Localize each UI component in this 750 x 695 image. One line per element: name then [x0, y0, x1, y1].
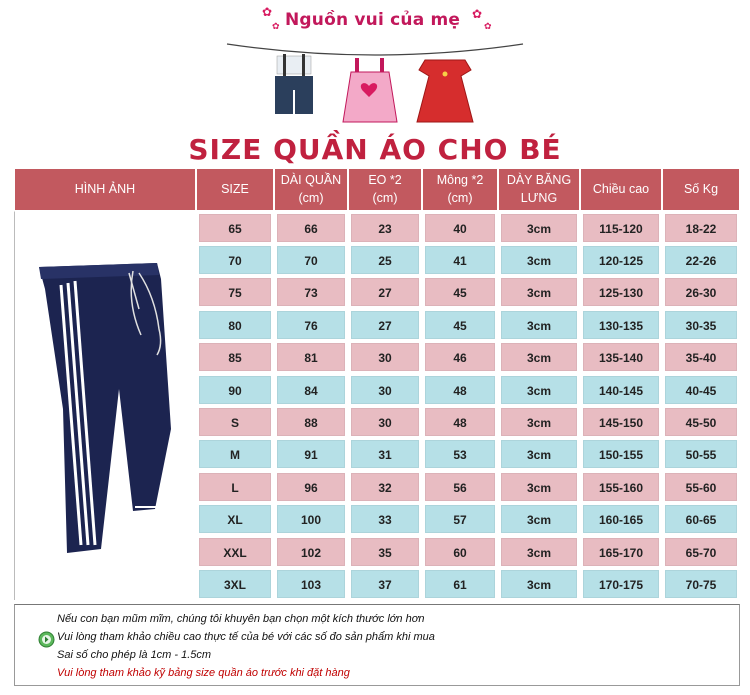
- cell-value: 150-155: [583, 440, 659, 468]
- table-cell: [196, 503, 274, 535]
- cell-value: 75: [199, 278, 271, 306]
- table-cell: [498, 470, 580, 502]
- cell-value: 76: [277, 311, 345, 339]
- cell-value: 155-160: [583, 473, 659, 501]
- cell-value: 130-135: [583, 311, 659, 339]
- table-cell: [662, 405, 740, 437]
- cell-value: L: [199, 473, 271, 501]
- table-cell: [580, 276, 662, 308]
- column-header-label: SIZE: [221, 181, 249, 196]
- note-text: Sai số cho phép là 1cm - 1.5cm: [57, 649, 212, 661]
- table-cell: [498, 373, 580, 405]
- table-cell: [274, 243, 348, 275]
- cell-value: 3XL: [199, 570, 271, 598]
- cell-value: 96: [277, 473, 345, 501]
- cell-value: 26-30: [665, 278, 737, 306]
- table-cell: [662, 373, 740, 405]
- cell-value: 30: [351, 343, 419, 371]
- table-cell: [422, 308, 498, 340]
- cell-value: XL: [199, 505, 271, 533]
- boy-outfit-icon: [275, 54, 313, 114]
- column-header: [498, 168, 580, 211]
- note-text: Vui lòng tham khảo chiều cao thực tế của bé với các số đo sản phẩm khi mua: [57, 631, 435, 643]
- cell-value: 3cm: [501, 278, 577, 306]
- table-cell: [274, 503, 348, 535]
- cell-value: 81: [277, 343, 345, 371]
- column-header: [14, 168, 196, 211]
- cell-value: 3cm: [501, 343, 577, 371]
- cell-value: 45: [425, 311, 495, 339]
- notes-box: [14, 604, 740, 686]
- table-cell: [580, 438, 662, 470]
- pants-illustration: [31, 249, 181, 561]
- cell-value: 48: [425, 408, 495, 436]
- column-header-unit: (cm): [447, 190, 473, 205]
- table-cell: [498, 567, 580, 599]
- cell-value: 30-35: [665, 311, 737, 339]
- table-cell: [196, 276, 274, 308]
- table-cell: [196, 211, 274, 243]
- cell-value: 70-75: [665, 570, 737, 598]
- table-cell: [580, 211, 662, 243]
- table-cell: [274, 535, 348, 567]
- cell-value: 33: [351, 505, 419, 533]
- table-cell: [274, 211, 348, 243]
- table-cell: [348, 567, 422, 599]
- table-cell: [580, 341, 662, 373]
- table-cell: [196, 373, 274, 405]
- cell-value: 80: [199, 311, 271, 339]
- table-cell: [662, 211, 740, 243]
- table-cell: [348, 405, 422, 437]
- cell-value: 32: [351, 473, 419, 501]
- table-cell: [348, 211, 422, 243]
- cell-value: 3cm: [501, 376, 577, 404]
- column-header: [662, 168, 740, 211]
- page-title: SIZE QUẦN ÁO CHO BÉ: [188, 133, 562, 166]
- cell-value: 23: [351, 214, 419, 242]
- table-cell: [662, 243, 740, 275]
- table-cell: [662, 567, 740, 599]
- table-cell: [274, 405, 348, 437]
- table-cell: [422, 567, 498, 599]
- table-row: [14, 211, 740, 243]
- cell-value: S: [199, 408, 271, 436]
- flower-icon: ✿: [484, 21, 492, 31]
- cell-value: 31: [351, 440, 419, 468]
- cell-value: 3cm: [501, 311, 577, 339]
- table-cell: [580, 567, 662, 599]
- cell-value: 3cm: [501, 440, 577, 468]
- table-body: [14, 211, 740, 600]
- table-cell: [422, 373, 498, 405]
- cell-value: 50-55: [665, 440, 737, 468]
- cell-value: 90: [199, 376, 271, 404]
- brand-name: Nguồn vui của mẹ: [285, 10, 461, 30]
- cell-value: 84: [277, 376, 345, 404]
- column-header-unit: LƯNG: [520, 190, 558, 205]
- table-cell: [422, 341, 498, 373]
- table-cell: [422, 211, 498, 243]
- cell-value: 48: [425, 376, 495, 404]
- table-cell: [422, 405, 498, 437]
- cell-value: 57: [425, 505, 495, 533]
- cell-value: 70: [277, 246, 345, 274]
- cell-value: 140-145: [583, 376, 659, 404]
- cell-value: 125-130: [583, 278, 659, 306]
- table-cell: [422, 243, 498, 275]
- table-cell: [274, 276, 348, 308]
- cell-value: 66: [277, 214, 345, 242]
- table-cell: [662, 535, 740, 567]
- table-cell: [662, 341, 740, 373]
- cell-value: 27: [351, 278, 419, 306]
- flower-icon: ✿: [472, 7, 483, 21]
- column-header-label: Mông *2: [436, 173, 484, 187]
- column-header-unit: (cm): [372, 190, 398, 205]
- cell-value: 30: [351, 408, 419, 436]
- cell-value: 3cm: [501, 505, 577, 533]
- column-header: [580, 168, 662, 211]
- table-cell: [662, 470, 740, 502]
- table-cell: [580, 405, 662, 437]
- column-header-label: Chiều cao: [592, 181, 650, 196]
- table-cell: [348, 276, 422, 308]
- table-cell: [196, 470, 274, 502]
- column-header-label: DÀY BĂNG: [506, 173, 572, 187]
- cell-value: 30: [351, 376, 419, 404]
- table-cell: [274, 470, 348, 502]
- table-cell: [196, 243, 274, 275]
- table-header: [14, 168, 740, 211]
- table-cell: [422, 438, 498, 470]
- column-header: [196, 168, 274, 211]
- cell-value: 120-125: [583, 246, 659, 274]
- table-cell: [348, 373, 422, 405]
- cell-value: 115-120: [583, 214, 659, 242]
- cell-value: 170-175: [583, 570, 659, 598]
- cell-value: 135-140: [583, 343, 659, 371]
- column-header-unit: (cm): [298, 190, 324, 205]
- table-cell: [274, 438, 348, 470]
- column-header: [274, 168, 348, 211]
- column-header-label: EO *2: [368, 173, 402, 187]
- table-cell: [580, 470, 662, 502]
- cell-value: 73: [277, 278, 345, 306]
- cell-value: 56: [425, 473, 495, 501]
- table-cell: [422, 535, 498, 567]
- cell-value: 45-50: [665, 408, 737, 436]
- column-header: [422, 168, 498, 211]
- table-cell: [580, 243, 662, 275]
- cell-value: 65-70: [665, 538, 737, 566]
- cell-value: XXL: [199, 538, 271, 566]
- table-cell: [662, 438, 740, 470]
- column-header-label: DÀI QUẦN: [280, 173, 342, 187]
- table-cell: [274, 341, 348, 373]
- cell-value: 40: [425, 214, 495, 242]
- table-cell: [498, 535, 580, 567]
- table-cell: [196, 567, 274, 599]
- table-cell: [196, 341, 274, 373]
- red-dress-icon: [417, 60, 473, 122]
- table-cell: [580, 503, 662, 535]
- table-cell: [662, 503, 740, 535]
- table-cell: [662, 276, 740, 308]
- cell-value: 41: [425, 246, 495, 274]
- table-cell: [274, 308, 348, 340]
- page-header: [0, 0, 750, 168]
- cell-value: 145-150: [583, 408, 659, 436]
- note-text: Vui lòng tham khảo kỹ bảng size quần áo trước khi đặt hàng: [57, 667, 350, 679]
- cell-value: 3cm: [501, 214, 577, 242]
- table-cell: [422, 503, 498, 535]
- table-cell: [196, 438, 274, 470]
- cell-value: 60-65: [665, 505, 737, 533]
- cell-value: 35: [351, 538, 419, 566]
- cell-value: 102: [277, 538, 345, 566]
- product-image-cell: [14, 211, 196, 600]
- table-cell: [580, 373, 662, 405]
- cell-value: 3cm: [501, 473, 577, 501]
- cell-value: 55-60: [665, 473, 737, 501]
- table-cell: [422, 276, 498, 308]
- size-table-container: [14, 168, 740, 600]
- table-cell: [348, 535, 422, 567]
- cell-value: 165-170: [583, 538, 659, 566]
- note-text: Nếu con bạn mũm mĩm, chúng tôi khuyên bạn chọn một kích thước lớn hơn: [57, 613, 425, 625]
- column-header: [348, 168, 422, 211]
- table-cell: [498, 405, 580, 437]
- table-cell: [196, 535, 274, 567]
- cell-value: 70: [199, 246, 271, 274]
- cell-value: 53: [425, 440, 495, 468]
- cell-value: 91: [277, 440, 345, 468]
- table-cell: [274, 567, 348, 599]
- table-cell: [498, 308, 580, 340]
- cell-value: 60: [425, 538, 495, 566]
- table-cell: [348, 341, 422, 373]
- table-cell: [498, 211, 580, 243]
- flower-icon: ✿: [262, 5, 273, 19]
- table-cell: [196, 405, 274, 437]
- cell-value: 18-22: [665, 214, 737, 242]
- table-cell: [348, 243, 422, 275]
- cell-value: 65: [199, 214, 271, 242]
- cell-value: 3cm: [501, 246, 577, 274]
- table-cell: [662, 308, 740, 340]
- table-cell: [498, 438, 580, 470]
- pink-dress-icon: [343, 58, 397, 122]
- arrow-circle-icon: [38, 631, 55, 648]
- cell-value: 3cm: [501, 538, 577, 566]
- cell-value: 25: [351, 246, 419, 274]
- cell-value: 37: [351, 570, 419, 598]
- cell-value: 45: [425, 278, 495, 306]
- clothesline-illustration: [225, 30, 525, 130]
- table-cell: [498, 243, 580, 275]
- table-cell: [498, 503, 580, 535]
- cell-value: 3cm: [501, 570, 577, 598]
- table-cell: [274, 373, 348, 405]
- cell-value: 46: [425, 343, 495, 371]
- table-cell: [348, 438, 422, 470]
- cell-value: 3cm: [501, 408, 577, 436]
- column-header-label: HÌNH ẢNH: [74, 181, 136, 196]
- cell-value: M: [199, 440, 271, 468]
- cell-value: 22-26: [665, 246, 737, 274]
- cell-value: 85: [199, 343, 271, 371]
- cell-value: 160-165: [583, 505, 659, 533]
- flower-icon: ✿: [272, 21, 280, 31]
- cell-value: 40-45: [665, 376, 737, 404]
- column-header-label: Số Kg: [683, 181, 719, 196]
- cell-value: 61: [425, 570, 495, 598]
- table-cell: [348, 503, 422, 535]
- table-cell: [422, 470, 498, 502]
- table-cell: [196, 308, 274, 340]
- cell-value: 27: [351, 311, 419, 339]
- table-cell: [498, 341, 580, 373]
- table-cell: [580, 308, 662, 340]
- size-table: [14, 168, 740, 600]
- table-cell: [498, 276, 580, 308]
- table-cell: [580, 535, 662, 567]
- table-cell: [348, 470, 422, 502]
- cell-value: 103: [277, 570, 345, 598]
- cell-value: 100: [277, 505, 345, 533]
- cell-value: 88: [277, 408, 345, 436]
- cell-value: 35-40: [665, 343, 737, 371]
- table-cell: [348, 308, 422, 340]
